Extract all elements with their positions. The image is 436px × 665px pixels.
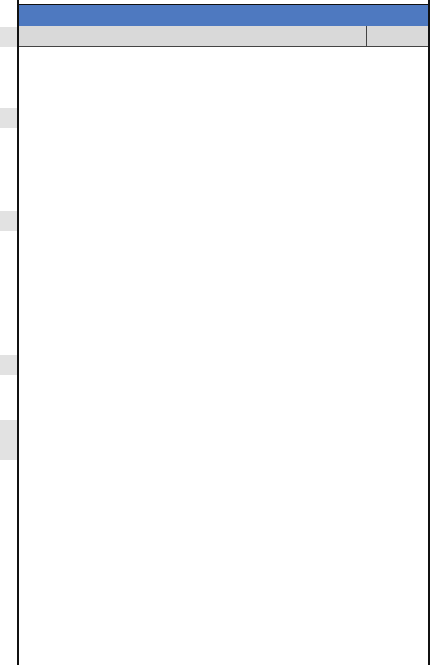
left-gray-cell [0,355,17,375]
total-row [19,26,428,47]
left-gray-cell [0,420,17,440]
column-separator [366,26,367,46]
left-gray-cell [0,108,17,128]
left-gray-cell [0,440,17,460]
left-gray-cell [0,211,17,231]
table-right-border [428,0,430,665]
left-gray-cell [0,27,17,47]
table-left-border [17,0,19,665]
table-header [19,5,428,26]
detail-table [19,26,428,47]
